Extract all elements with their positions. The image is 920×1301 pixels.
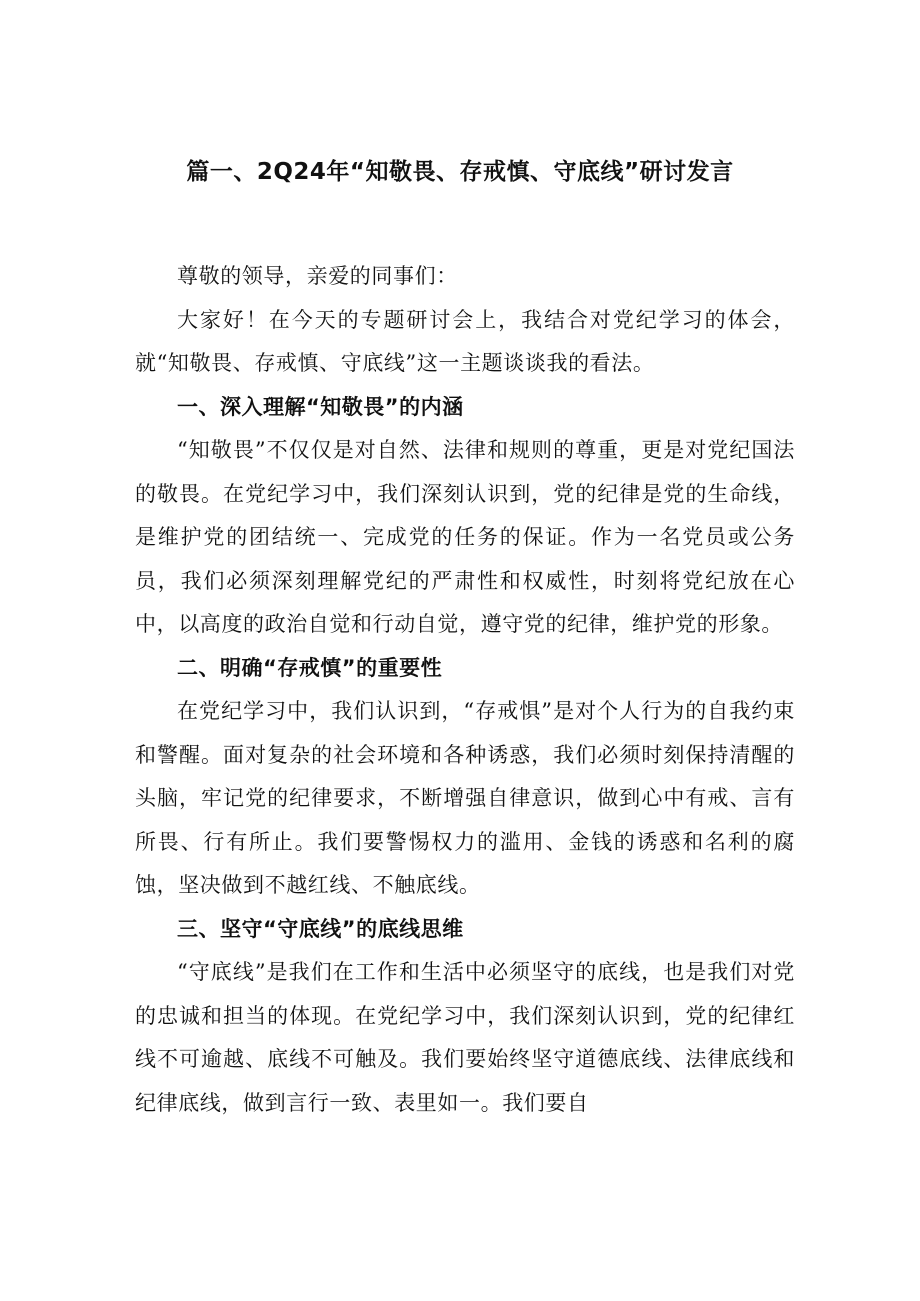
section-heading-1: 一、深入理解“知敬畏”的内涵 [177,394,464,419]
section-paragraph-1: “知敬畏”不仅仅是对自然、法律和规则的尊重，更是对党纪国法的敬畏。在党纪学习中，我们深刻认识到，党的纪律是党的生命线，是维护党的团结统一、完成党的任务的保证。作为一名党员或公务员，我们必须深刻理解党纪的严肃性和权威性，时刻将党纪放在心中，以高度的政治自觉和行动自觉，遵守党的纪律，维护党的形象。 [135,438,795,636]
document-title: 篇一、2Q24年“知敬畏、存戒慎、守底线”研讨发言 [186,159,734,185]
section-heading-3: 三、坚守“守底线”的底线思维 [177,916,464,941]
document-body [135,255,795,1125]
salutation: 尊敬的领导，亲爱的同事们： [177,264,458,288]
section-paragraph-2: 在党纪学习中，我们认识到，“存戒惧”是对个人行为的自我约束和警醒。面对复杂的社会环境和各种诱惑，我们必须时刻保持清醒的头脑，牢记党的纪律要求，不断增强自律意识，做到心中有戒、言有所畏、行有所止。我们要警惕权力的滥用、金钱的诱惑和名利的腐蚀，坚决做到不越红线、不触底线。 [135,699,795,897]
intro-paragraph: 大家好！在今天的专题研讨会上，我结合对党纪学习的体会，就“知敬畏、存戒慎、守底线”这一主题谈谈我的看法。 [135,307,795,375]
section-paragraph-3: “守底线”是我们在工作和生活中必须坚守的底线，也是我们对党的忠诚和担当的体现。在党纪学习中，我们深刻认识到，党的纪律红线不可逾越、底线不可触及。我们要始终坚守道德底线、法律底线和纪律底线，做到言行一致、表里如一。我们要自 [135,960,795,1115]
section-heading-2: 二、明确“存戒慎”的重要性 [177,655,443,680]
